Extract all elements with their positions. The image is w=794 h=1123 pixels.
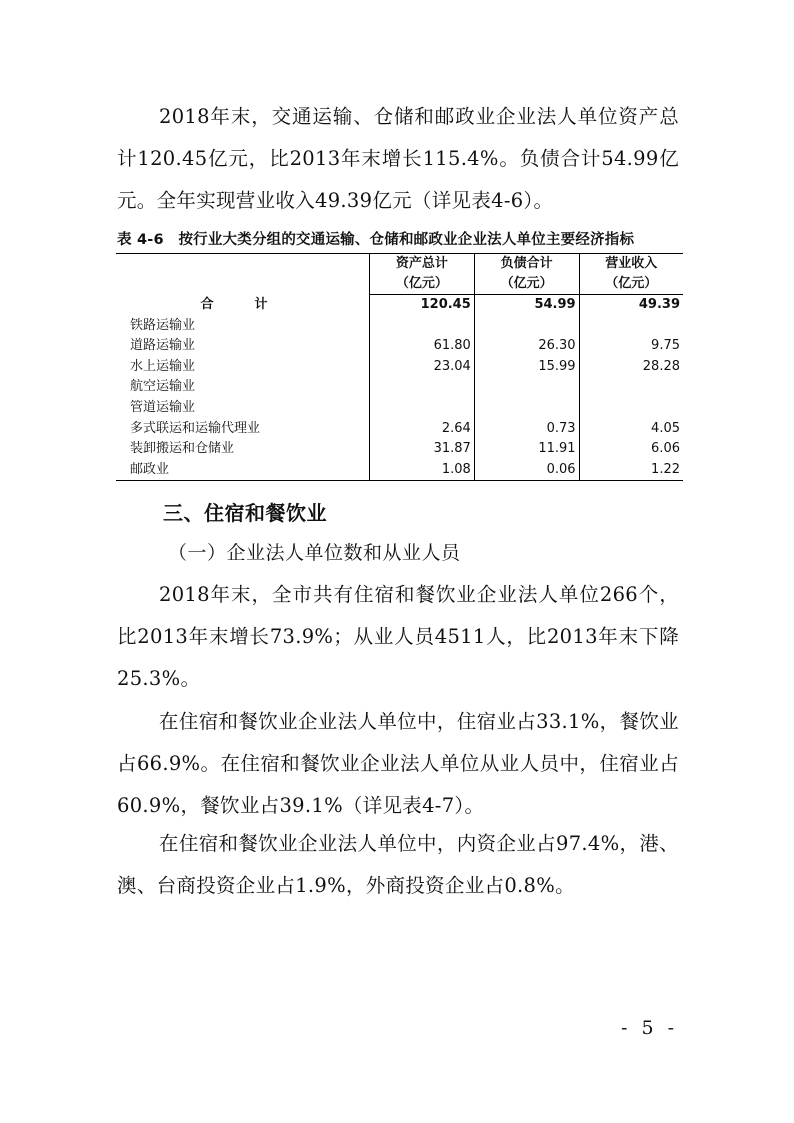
row-name: 装卸搬运和仓储业 xyxy=(130,441,235,457)
paragraph-shares: 在住宿和餐饮业企业法人单位中，住宿业占33.1%，餐饮业占66.9%。在住宿和餐饮业企业法人单位从业人员中，住宿业占60.9%，餐饮业占39.1%（详见表4-7）。 xyxy=(117,710,679,817)
row-name: 合 计 xyxy=(200,296,282,312)
intro-paragraph: 2018年末，交通运输、仓储和邮政业企业法人单位资产总计120.45亿元，比2013年末增长115.4%。负债合计54.99亿元。全年实现营业收入49.39亿元（详见表4-6）。 xyxy=(117,105,679,212)
table-row xyxy=(116,336,683,357)
header-liabilities: 负债合计 xyxy=(474,254,579,275)
row-name: 邮政业 xyxy=(116,460,370,481)
row-assets xyxy=(370,316,475,337)
row-revenue: 6.06 xyxy=(579,439,683,460)
row-assets: 23.04 xyxy=(370,357,475,378)
row-name: 航空运输业 xyxy=(130,379,196,395)
row-name: 铁路运输业 xyxy=(130,317,196,333)
table-row xyxy=(116,419,683,440)
header-revenue-unit: （亿元） xyxy=(579,274,683,295)
page-number: - 5 - xyxy=(621,1017,679,1039)
economic-indicators-table xyxy=(116,253,683,481)
row-revenue: 1.22 xyxy=(579,460,683,481)
row-assets xyxy=(370,377,475,398)
row-liabilities xyxy=(474,377,579,398)
header-revenue: 营业收入 xyxy=(579,254,683,275)
table-caption: 表 4-6 按行业大类分组的交通运输、仓储和邮政业企业法人单位主要经济指标 xyxy=(117,232,635,248)
table-row xyxy=(116,316,683,337)
row-assets: 120.45 xyxy=(370,295,475,316)
row-liabilities: 26.30 xyxy=(474,336,579,357)
row-assets: 61.80 xyxy=(370,336,475,357)
row-revenue xyxy=(579,377,683,398)
row-liabilities: 15.99 xyxy=(474,357,579,378)
row-liabilities: 11.91 xyxy=(474,439,579,460)
row-liabilities: 54.99 xyxy=(474,295,579,316)
table-row xyxy=(116,398,683,419)
row-revenue xyxy=(579,398,683,419)
row-assets: 2.64 xyxy=(370,419,475,440)
row-assets: 31.87 xyxy=(370,439,475,460)
section-heading: 三、住宿和餐饮业 xyxy=(163,501,327,525)
row-assets xyxy=(370,398,475,419)
row-revenue xyxy=(579,316,683,337)
row-revenue: 49.39 xyxy=(579,295,683,316)
table-row xyxy=(116,357,683,378)
row-liabilities xyxy=(474,316,579,337)
row-liabilities: 0.73 xyxy=(474,419,579,440)
paragraph-units: 2018年末，全市共有住宿和餐饮业企业法人单位266个，比2013年末增长73.9%；从业人员4511人，比2013年末下降25.3%。 xyxy=(117,583,679,690)
table-header-row xyxy=(116,254,683,275)
subsection-heading: （一）企业法人单位数和从业人员 xyxy=(168,542,461,564)
header-liabilities-unit: （亿元） xyxy=(474,274,579,295)
row-liabilities: 0.06 xyxy=(474,460,579,481)
table-row xyxy=(116,439,683,460)
row-assets: 1.08 xyxy=(370,460,475,481)
table-row xyxy=(116,377,683,398)
header-assets: 资产总计 xyxy=(370,254,475,275)
header-industry-cell xyxy=(116,254,370,295)
table-row-total xyxy=(116,295,683,316)
header-assets-unit: （亿元） xyxy=(370,274,475,295)
row-liabilities xyxy=(474,398,579,419)
paragraph-ownership: 在住宿和餐饮业企业法人单位中，内资企业占97.4%，港、澳、台商投资企业占1.9%，外商投资企业占0.8%。 xyxy=(117,832,679,897)
row-name: 管道运输业 xyxy=(130,399,196,415)
row-revenue: 28.28 xyxy=(579,357,683,378)
row-revenue: 9.75 xyxy=(579,336,683,357)
row-name: 水上运输业 xyxy=(130,358,196,374)
table-row xyxy=(116,460,683,481)
row-name: 多式联运和运输代理业 xyxy=(130,420,261,436)
row-name: 道路运输业 xyxy=(130,338,196,354)
row-revenue: 4.05 xyxy=(579,419,683,440)
